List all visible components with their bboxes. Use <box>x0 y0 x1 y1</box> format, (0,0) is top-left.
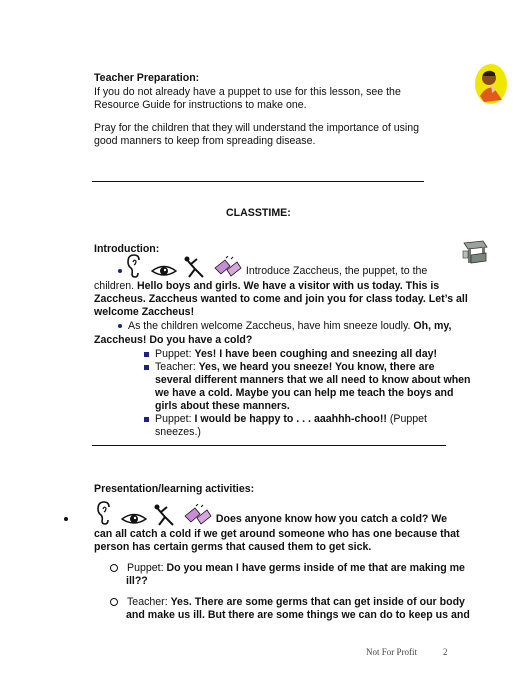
speaker-label: Teacher: <box>127 596 171 608</box>
presentation-bullet-1-line-2: can all catch a cold if we get around someone who has one because that <box>94 528 460 540</box>
presentation-sub-1-line-1 <box>110 562 465 575</box>
speaker-text: I would be happy to . . . aaahhh-choo!! <box>194 413 387 425</box>
intro-bullet-2-plain: As the children welcome Zaccheus, have him sneeze loudly. <box>128 320 414 332</box>
eye-icon <box>151 264 177 278</box>
classtime-heading: CLASSTIME: <box>226 207 291 219</box>
presentation-sub-1-line-2: ill?? <box>126 575 148 587</box>
sensory-icons <box>125 254 243 278</box>
stretching-person-icon <box>183 256 207 278</box>
square-bullet <box>144 352 149 357</box>
footer-label: Not For Profit <box>366 647 418 657</box>
intro-sub-3-line-1 <box>144 413 427 426</box>
prep-paragraph-1-line-2: Resource Guide for instructions to make one. <box>94 99 307 111</box>
intro-sub-3-line-2: sneezes.) <box>155 426 201 438</box>
praying-child-icon <box>474 60 508 110</box>
speaker-text: Yes, we heard you sneeze! You know, there are <box>198 361 435 373</box>
sensory-icons <box>95 500 213 526</box>
bullet-dot <box>64 517 68 521</box>
eye-icon <box>121 512 147 526</box>
intro-bullet-2-line-1 <box>118 320 451 333</box>
prep-heading: Teacher Preparation: <box>94 72 200 84</box>
intro-sub-2-line-4: girls about these manners. <box>155 400 290 412</box>
intro-bullet-1-line-3: Zaccheus. Zaccheus wanted to come and join you for class today. Let’s all <box>94 293 468 305</box>
presentation-bullet-1-first-line <box>64 500 447 528</box>
divider-rule <box>92 181 424 182</box>
speaker-label: Puppet: <box>155 348 195 360</box>
presentation-heading: Presentation/learning activities: <box>94 483 255 495</box>
ear-icon <box>95 500 115 526</box>
touching-hands-icon <box>183 504 213 526</box>
square-bullet <box>144 417 149 422</box>
intro-bullet-1-line-4: welcome Zaccheus! <box>94 306 195 318</box>
prep-paragraph-1-line-1: If you do not already have a puppet to use for this lesson, see the <box>94 86 401 98</box>
intro-sub-1 <box>144 348 437 361</box>
intro-bullet-2-bold: Oh, my, <box>413 320 452 332</box>
intro-sub-2-line-3: we have a cold. Maybe you can help me teach the boys and <box>155 387 454 399</box>
presentation-sub-2-line-2: and make us ill. But there are some things we can do to keep us and <box>126 609 470 621</box>
ear-icon <box>125 254 145 278</box>
speaker-label: Puppet: <box>127 562 167 574</box>
circle-bullet <box>110 564 118 572</box>
page-number: 2 <box>443 647 448 657</box>
bullet-dot <box>118 269 122 273</box>
school-desk-icon <box>461 237 491 271</box>
presentation-bullet-1-text: Does anyone know how you catch a cold? We <box>215 513 448 525</box>
presentation-sub-2-line-1 <box>110 596 465 609</box>
intro-bullet-1-line-2 <box>94 280 439 293</box>
speaker-label: Puppet: <box>155 413 195 425</box>
speaker-text: Do you mean I have germs inside of me that are making me <box>166 562 465 574</box>
intro-bullet-2-line-2: Zaccheus! Do you have a cold? <box>94 334 253 346</box>
intro-line-2-bold: Hello boys and girls. We have a visitor with us today. This is <box>137 280 440 292</box>
bullet-dot <box>118 324 122 328</box>
speaker-text: Yes! I have been coughing and sneezing all day! <box>194 348 438 360</box>
intro-sub-2-line-1 <box>144 361 434 374</box>
prep-paragraph-2-line-1: Pray for the children that they will understand the importance of using <box>94 122 420 134</box>
circle-bullet <box>110 598 118 606</box>
speaker-text: Yes. There are some germs that can get inside of our body <box>170 596 465 608</box>
intro-sub-2-line-2: several different manners that we all need to know about when <box>155 374 471 386</box>
presentation-bullet-1-line-3: person has certain germs that caused them to get sick. <box>94 541 372 553</box>
intro-bullet-1-text: Introduce Zaccheus, the puppet, to the <box>245 265 428 277</box>
intro-bullet-1-first-line <box>118 254 427 280</box>
prep-paragraph-2-line-2: good manners to keep from spreading disease. <box>94 135 316 147</box>
speaker-label: Teacher: <box>155 361 199 373</box>
square-bullet <box>144 365 149 370</box>
speaker-aside: (Puppet <box>386 413 427 425</box>
intro-line-2-plain: children. <box>94 280 137 292</box>
touching-hands-icon <box>213 256 243 278</box>
divider-rule <box>92 445 446 446</box>
intro-heading: Introduction: <box>94 243 160 255</box>
stretching-person-icon <box>153 504 177 526</box>
